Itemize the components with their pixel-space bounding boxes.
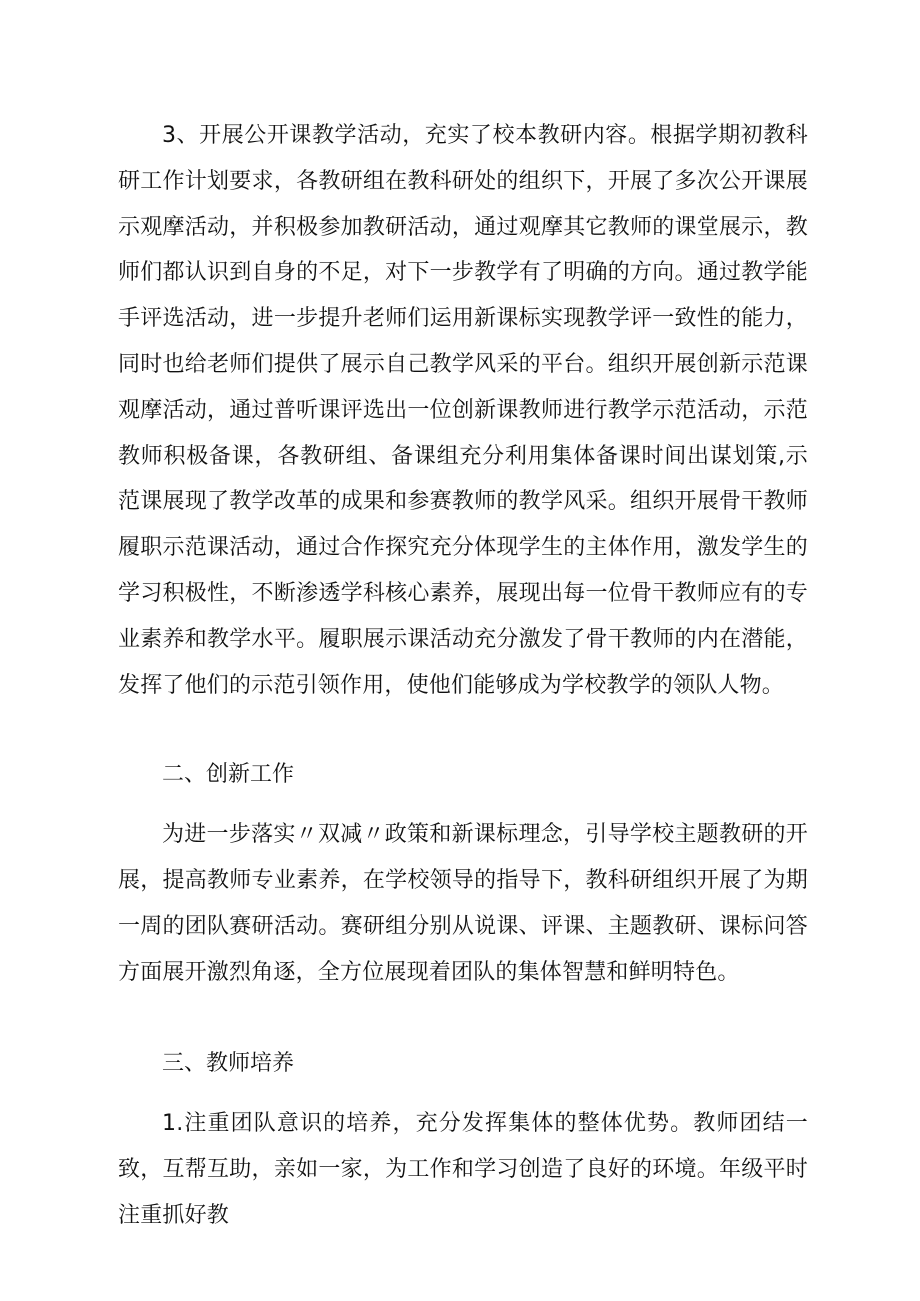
paragraph-teacher-training: 1.注重团队意识的培养，充分发挥集体的整体优势。教师团结一致，互帮互助，亲如一家，为工作和学习创造了良好的环境。年级平时注重抓好教 [118, 1111, 808, 1228]
paragraph-open-classes: 3、开展公开课教学活动，充实了校本教研内容。根据学期初教科研工作计划要求，各教研组在教科研处的组织下，开展了多次公开课展示观摩活动，并积极参加教研活动，通过观摩其它教师的课堂展示，教师们都认识到自身的不足，对下一步教学有了明确的方向。通过教学能手评选活动，进一步提升老师们运用新课标实现教学评一致性的能力，同时也给老师们提供了展示自己教学风采的平台。组织开展创新示范课观摩活动，通过普听课评选出一位创新课教师进行教学示范活动，示范教师积极备课，各教研组、备课组充分利用集体备课时间出谋划策,示范课展现了教学改革的成果和参赛教师的教学风采。组织开展骨干教师履职示范课活动，通过合作探究充分体现学生的主体作用，激发学生的学习积极性，不断渗透学科核心素养，展现出每一位骨干教师应有的专业素养和教学水平。履职展示课活动充分激发了骨干教师的内在潜能，发挥了他们的示范引领作用，使他们能够成为学校教学的领队人物。 [118, 123, 808, 698]
spacer [118, 798, 808, 812]
spacer [118, 708, 808, 752]
paragraph-innovation-work: 为进一步落实〃双减〃政策和新课标理念，引导学校主题教研的开展，提高教师专业素养，在学校领导的指导下，教科研组织开展了为期一周的团队赛研活动。赛研组分别从说课、评课、主题教研、课标问答方面展开激烈角逐，全方位展现着团队的集体智慧和鲜明特色。 [118, 822, 808, 985]
spacer [118, 995, 808, 1041]
heading-innovation-work: 二、创新工作 [162, 762, 295, 788]
document-body [118, 113, 808, 1239]
spacer [118, 1087, 808, 1101]
heading-teacher-training: 三、教师培养 [162, 1051, 295, 1077]
